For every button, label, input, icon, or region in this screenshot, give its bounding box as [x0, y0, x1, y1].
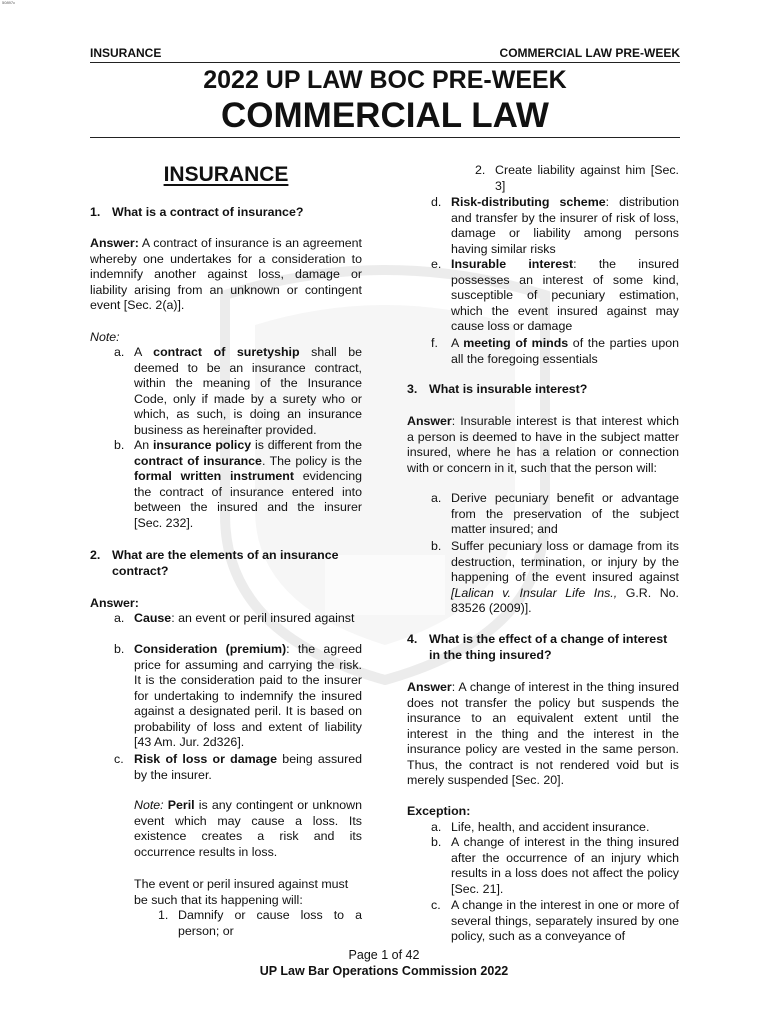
text: : the agreed price for assuming and carrying the risk. It is the consideration paid to the insurer for undertaking to indemnify the insured against a designated peril. It is based on probability of loss and extent of liability [43 Am. Jur. 2d326].	[134, 642, 362, 749]
answer-label: Answer	[407, 414, 452, 428]
running-header-right: COMMERCIAL LAW PRE-WEEK	[499, 46, 680, 60]
text: Derive pecuniary benefit or advantage from the preservation of the subject matter insured; and	[451, 491, 679, 536]
bold-term: insurance policy	[152, 438, 252, 452]
element-f	[429, 336, 679, 367]
text: shall be deemed to be an insurance contract, within the meaning of the Insurance Code, only if made by a surety who or which, as such, is doing an insurance business as hereinafter provided.	[134, 345, 362, 437]
bold-term: Risk of loss or damage	[134, 752, 278, 766]
text: of the parties upon all the foregoing essentials	[451, 336, 679, 366]
element-d	[429, 195, 679, 257]
answer-2-label: Answer:	[90, 596, 139, 610]
bold-term: Risk-distributing scheme	[451, 195, 606, 209]
bold-term: Cause	[134, 611, 172, 625]
note-item-b	[112, 438, 362, 531]
list-marker: b.	[114, 438, 125, 452]
note-label: Note:	[90, 330, 120, 344]
text: A change of interest in the thing insured after the occurrence of an injury which results in a loss does not affect the policy [Sec. 21].	[451, 835, 679, 896]
exception-a	[429, 820, 679, 836]
list-marker: f.	[431, 336, 438, 350]
peril-intro: The event or peril insured against must be such that its happening will:	[134, 877, 349, 907]
element-a	[112, 611, 362, 627]
note-item-a	[112, 345, 362, 438]
answer-text: : A change of interest in the thing insured does not transfer the policy but suspends the insurance to an equivalent extent until the interest in the thing and the interest in the insurance policy are vested in the same person. Thus, the contract is not rendered void but is merely suspended [Sec. 20].	[407, 680, 679, 787]
exception-label: Exception:	[407, 804, 471, 818]
text: . The policy is the	[261, 453, 362, 468]
peril-item-2	[473, 163, 679, 194]
note-label: Note:	[134, 798, 164, 812]
answer-text: : Insurable interest is that interest which a person is deemed to have in the subject matter insured, where he has a relation or connection with or concern in it, such that the person will:	[407, 414, 679, 475]
bold-term: contract of insurance	[134, 453, 262, 468]
bold-term: meeting of minds	[463, 336, 569, 350]
list-marker: b.	[431, 539, 442, 553]
list-marker: c.	[114, 752, 124, 766]
footer-organization: UP Law Bar Operations Commission 2022	[259, 964, 509, 978]
element-b	[112, 642, 362, 751]
document-title-line1: 2022 UP LAW BOC PRE-WEEK	[203, 66, 567, 94]
list-marker: b.	[431, 835, 442, 849]
insurable-item-b	[429, 539, 679, 617]
exception-c	[429, 898, 679, 945]
answer-label: Answer:	[90, 236, 139, 250]
question-2	[90, 548, 362, 579]
peril-item-1	[156, 908, 362, 939]
answer-3	[407, 414, 679, 476]
question-number: 4.	[407, 632, 418, 646]
bold-term: Peril	[167, 798, 195, 812]
bold-term: formal written instrument	[134, 469, 295, 483]
list-marker: d.	[431, 195, 442, 209]
element-c	[112, 752, 362, 783]
corner-note: 50897c	[2, 0, 16, 5]
question-text: What are the elements of an insurance contract?	[112, 548, 339, 578]
question-text: What is insurable interest?	[429, 382, 588, 396]
list-marker: a.	[114, 611, 125, 625]
list-marker: e.	[431, 257, 442, 271]
case-citation: [Lalican v. Insular Life Ins.,	[451, 585, 618, 600]
document-title-line2: COMMERCIAL LAW	[221, 96, 549, 135]
answer-text: A contract of insurance is an agreement whereby one undertakes for a consideration to indemnify another against loss, damage or liability arising from an unknown or contingent event [Sec. 2(a)].	[90, 236, 362, 312]
peril-note	[134, 798, 362, 860]
text: is different from the	[251, 438, 362, 452]
page-number: Page 1 of 42	[348, 948, 420, 962]
text: Suffer pecuniary loss or damage from its destruction, termination, or injury by the happening of the event insured against	[451, 539, 679, 584]
list-marker: 2.	[475, 163, 486, 177]
text: evidencing the contract of insurance entered into between the insured and the insurer [Sec. 232].	[134, 469, 363, 530]
running-header	[90, 46, 680, 60]
text: Damnify or cause loss to a person; or	[178, 908, 362, 938]
text: : the insured possesses an interest of some kind, susceptible of pecuniary estimation, which the event insured against may cause loss or damage	[451, 257, 679, 333]
element-e	[429, 257, 679, 335]
text: A change in the interest in one or more of several things, separately insured by one policy, such as a conveyance of	[451, 898, 679, 943]
text: A	[451, 336, 464, 350]
answer-1	[90, 236, 362, 314]
list-marker: c.	[431, 898, 441, 912]
exception-b	[429, 835, 679, 897]
text: is any contingent or unknown event which may cause a loss. Its existence creates a risk and its occurrence results in loss.	[134, 798, 362, 859]
list-marker: a.	[431, 491, 442, 505]
question-text: What is a contract of insurance?	[112, 205, 304, 219]
title-rule	[90, 137, 680, 138]
section-title: INSURANCE	[163, 163, 289, 186]
answer-4	[407, 680, 679, 789]
bold-term: Insurable interest	[451, 257, 574, 271]
running-header-left: INSURANCE	[90, 46, 162, 60]
list-marker: a.	[431, 820, 442, 834]
text: being assured by the insurer.	[134, 752, 362, 782]
text: An	[134, 438, 153, 452]
text: Create liability against him [Sec. 3]	[495, 163, 679, 193]
question-number: 1.	[90, 205, 101, 219]
insurable-item-a	[429, 491, 679, 538]
citation-number: G.R. No. 83526 (2009)].	[451, 585, 680, 615]
bold-term: contract of suretyship	[153, 345, 300, 359]
question-number: 2.	[90, 548, 101, 562]
text: : distribution and transfer by the insurer of risk of loss, damage or liability among persons having similar risks	[451, 195, 679, 256]
question-1	[90, 205, 362, 221]
question-4	[407, 632, 679, 663]
text: : an event or peril insured against	[171, 611, 355, 625]
text: A	[134, 345, 154, 359]
question-3	[407, 382, 679, 398]
question-text: What is the effect of a change of interest in the thing insured?	[429, 632, 668, 662]
bold-term: Consideration (premium)	[134, 642, 287, 656]
list-marker: b.	[114, 642, 125, 656]
list-marker: a.	[114, 345, 125, 359]
text: Life, health, and accident insurance.	[451, 820, 650, 834]
answer-label: Answer	[407, 680, 452, 694]
question-number: 3.	[407, 382, 418, 396]
list-marker: 1.	[158, 908, 169, 922]
